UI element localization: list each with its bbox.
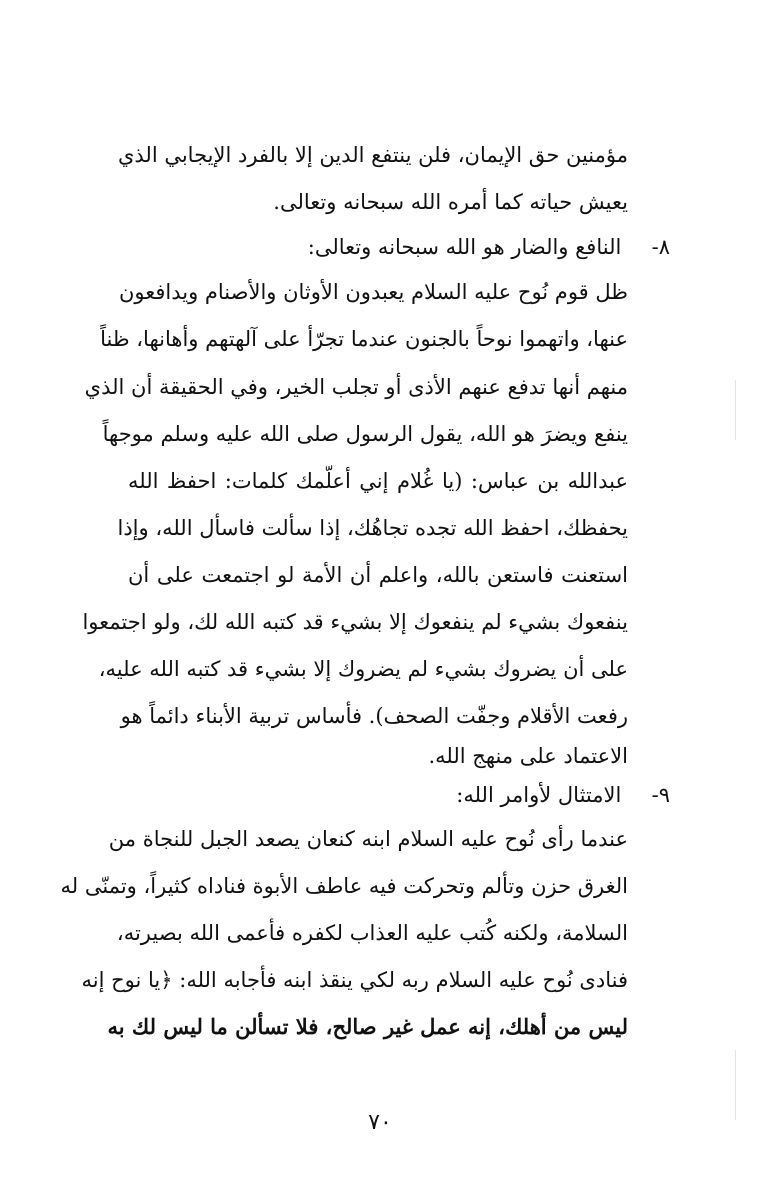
text-line: مؤمنين حق الإيمان، فلن ينتفع الدين إلا بالفرد الإيجابي الذي bbox=[117, 143, 628, 167]
text-line: الاعتماد على منهج الله. bbox=[428, 744, 628, 768]
text-line: عنها، واتهموا نوحاً بالجنون عندما تجرّأ على آلهتهم وأهانها، ظناً bbox=[100, 327, 628, 351]
text-line: يحفظك، احفظ الله تجده تجاهُك، إذا سألت فاسأل الله، وإذا bbox=[117, 516, 628, 540]
section-number: ٨- bbox=[651, 235, 670, 259]
text-line: ظل قوم نُوح عليه السلام يعبدون الأوثان والأصنام ويدافعون bbox=[118, 280, 628, 304]
text-line: ينفع ويضرَ هو الله، يقول الرسول صلى الله عليه وسلم موجهاً bbox=[102, 422, 628, 446]
scan-edge-mark bbox=[735, 380, 736, 440]
text-line: ليس من أهلك، إنه عمل غير صالح، فلا تسألن ما ليس لك به bbox=[107, 1014, 628, 1039]
section-number: ٩- bbox=[651, 783, 670, 807]
text-line: ينفعوك بشيء لم ينفعوك إلا بشيء قد كتبه الله لك، ولو اجتمعوا bbox=[82, 610, 628, 634]
section-heading bbox=[110, 232, 670, 262]
text-line: السلامة، ولكنه كُتب عليه العذاب لكفره فأعمى الله بصيرته، bbox=[116, 921, 628, 945]
text-line: منهم أنها تدفع عنهم الأذى أو تجلب الخير، وفي الحقيقة أن الذي bbox=[84, 375, 628, 399]
text-line: عندما رأى نُوح عليه السلام ابنه كنعان يصعد الجبل للنجاة من bbox=[108, 827, 628, 851]
section-title: النافع والضار هو الله سبحانه وتعالى: bbox=[307, 235, 622, 259]
text-line: يعيش حياته كما أمره الله سبحانه وتعالى. bbox=[273, 190, 628, 214]
text-line: استعنت فاستعن بالله، واعلم أن الأمة لو اجتمعت على أن bbox=[128, 563, 628, 587]
section-heading bbox=[110, 780, 670, 810]
scan-edge-mark bbox=[735, 1050, 736, 1120]
page-number: ٧٠ bbox=[368, 1110, 392, 1135]
text-line: فنادى نُوح عليه السلام ربه لكي ينقذ ابنه فأجابه الله: ﴿يا نوح إنه bbox=[81, 968, 628, 992]
text-line: رفعت الأقلام وجفّت الصحف). فأساس تربية الأبناء دائماً هو bbox=[120, 704, 628, 728]
text-line: الغرق حزن وتألم وتحركت فيه عاطف الأبوة فناداه كثيراً، وتمنّى له bbox=[60, 874, 628, 898]
text-line: عبدالله بن عباس: (يا غُلام إني أعلّمك كلمات: احفظ الله bbox=[128, 469, 629, 493]
text-line: على أن يضروك بشيء لم يضروك إلا بشيء قد كتبه الله عليه، bbox=[98, 657, 628, 681]
section-title: الامتثال لأوامر الله: bbox=[456, 783, 622, 807]
